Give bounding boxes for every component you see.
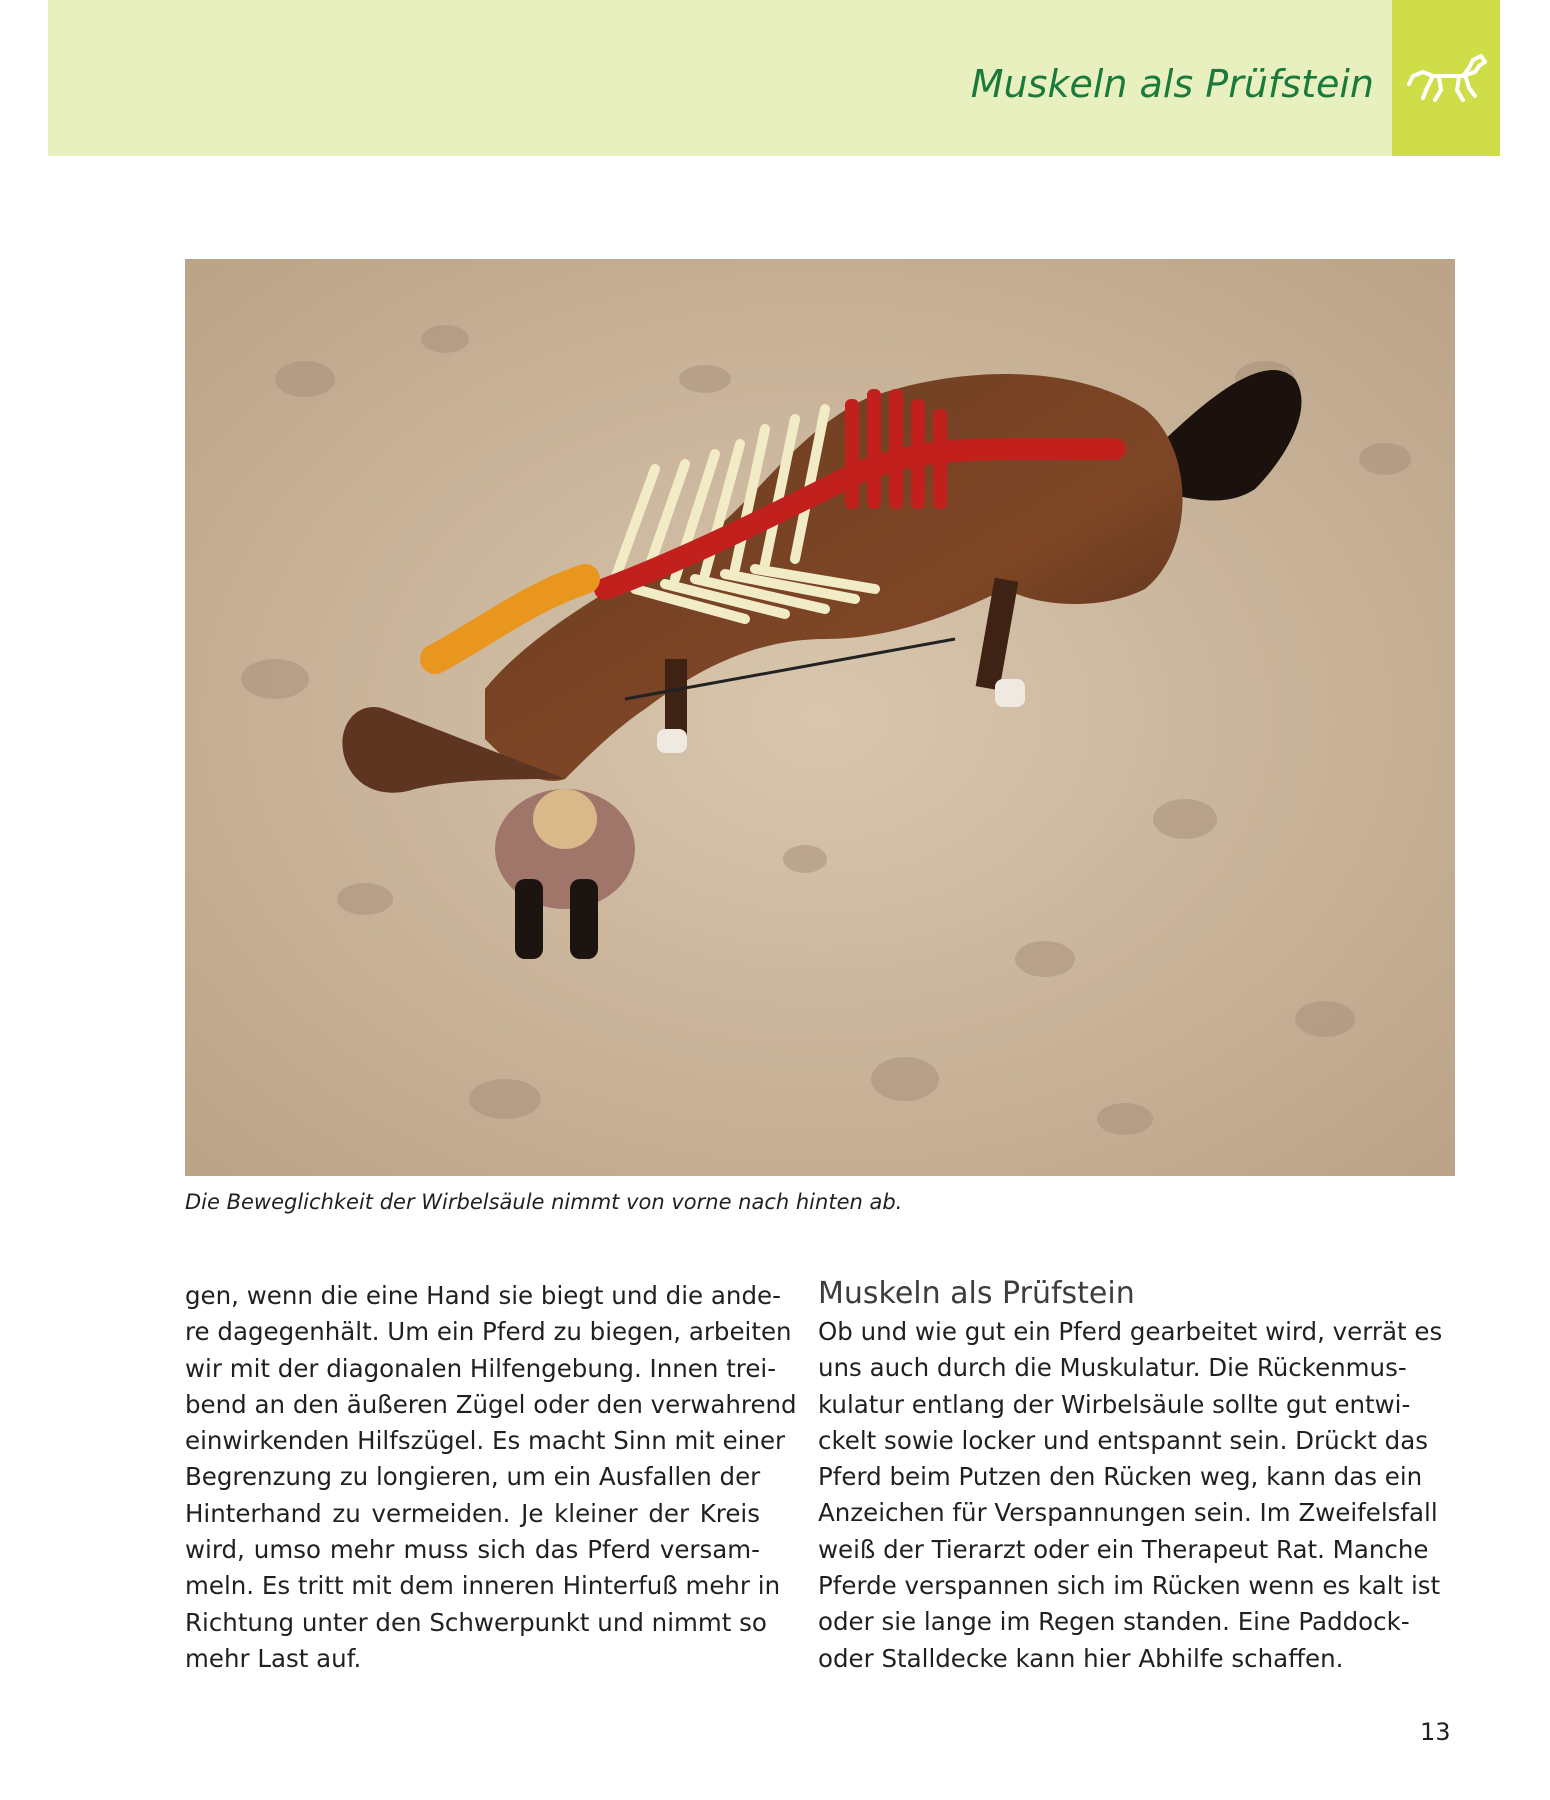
right-column-text	[818, 1314, 1443, 1677]
body-text-line: bend an den äußeren Zügel oder den verwahrend	[185, 1389, 797, 1419]
body-text-line: einwirkenden Hilfszügel. Es macht Sinn mit einer	[185, 1426, 786, 1456]
body-text-line: ckelt sowie locker und entspannt sein. Drückt das	[818, 1425, 1429, 1455]
body-text-line: Richtung unter den Schwerpunkt und nimmt so	[185, 1607, 767, 1637]
body-text-line: Pferde verspannen sich im Rücken wenn es kalt ist	[818, 1571, 1441, 1601]
body-text-line: Begrenzung zu longieren, um ein Ausfallen der	[185, 1462, 761, 1492]
running-header-title: Muskeln als Prüfstein	[970, 62, 1374, 106]
body-text-line: kulatur entlang der Wirbelsäule sollte gut entwi-	[818, 1389, 1411, 1419]
body-text-line: re dagegenhält. Um ein Pferd zu biegen, arbeiten	[185, 1317, 792, 1347]
body-text-line: gen, wenn die eine Hand sie biegt und die ande-	[185, 1281, 781, 1310]
body-text-line: wird, umso mehr muss sich das Pferd versam-	[185, 1535, 760, 1565]
body-text-line: wir mit der diagonalen Hilfengebung. Innen trei-	[185, 1353, 777, 1383]
header-tab	[1392, 0, 1500, 156]
section-heading: Muskeln als Prüfstein	[818, 1276, 1135, 1311]
body-text-line: weiß der Tierarzt oder ein Therapeut Rat. Manche	[818, 1534, 1429, 1564]
left-column-text	[185, 1278, 797, 1677]
figure-caption: Die Beweglichkeit der Wirbelsäule nimmt von vorne nach hinten ab.	[185, 1190, 903, 1214]
body-text-line: Anzeichen für Verspannungen sein. Im Zweifelsfall	[818, 1498, 1438, 1528]
page-number: 13	[1420, 1718, 1451, 1746]
body-text-line: Ob und wie gut ein Pferd gearbeitet wird, verrät es	[818, 1317, 1443, 1346]
body-text-line: mehr Last auf.	[185, 1643, 362, 1673]
body-text-line: oder Stalldecke kann hier Abhilfe schaffen.	[818, 1643, 1344, 1673]
body-text-line: oder sie lange im Regen standen. Eine Paddock-	[818, 1607, 1410, 1637]
body-text-line: meln. Es tritt mit dem inneren Hinterfuß mehr in	[185, 1571, 781, 1601]
body-text-line: uns auch durch die Muskulatur. Die Rückenmus-	[818, 1353, 1407, 1383]
body-text-line: Pferd beim Putzen den Rücken weg, kann das ein	[818, 1462, 1423, 1492]
body-text-line: Hinterhand zu vermeiden. Je kleiner der Kreis	[185, 1498, 760, 1528]
photo-horse-longeing-spine-overlay	[185, 259, 1455, 1176]
horse-icon	[1403, 50, 1489, 106]
